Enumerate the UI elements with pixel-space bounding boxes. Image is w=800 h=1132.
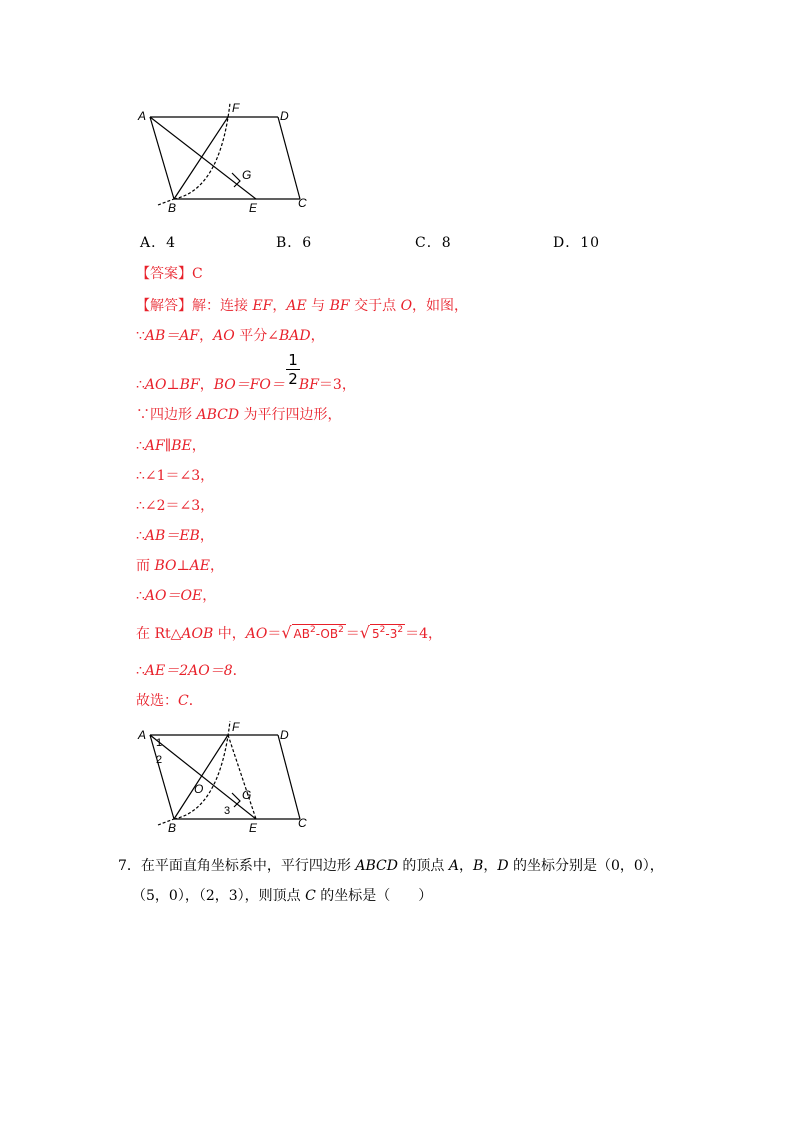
label-D: D <box>280 728 289 742</box>
solution-line-3: ∴AO⊥BF，BO＝FO＝ BF＝3， <box>136 377 356 393</box>
segment-EF-dashed <box>228 735 256 819</box>
segment-BF <box>174 735 231 819</box>
label-A: A <box>138 109 147 123</box>
label-F: F <box>232 101 240 115</box>
solution-line-4: ∵四边形 ABCD 为平行四边形， <box>136 407 342 423</box>
option-b: B．6 <box>276 235 313 251</box>
solution-line-8: ∴AB＝EB， <box>136 528 214 544</box>
label-2: 2 <box>156 754 163 766</box>
label-A: A <box>138 728 147 742</box>
label-B: B <box>168 201 177 215</box>
label-O: O <box>194 782 204 796</box>
label-C: C <box>298 196 307 210</box>
label-3: 3 <box>224 805 231 817</box>
solution-line-2: ∵AB＝AF，AO 平分∠BAD， <box>136 328 325 344</box>
answer-line: 【答案】C <box>136 266 203 282</box>
side-DC <box>278 117 300 199</box>
solution-line-7: ∴∠2＝∠3， <box>136 498 215 514</box>
arc-dashed <box>174 721 230 819</box>
option-c: C．8 <box>415 235 452 251</box>
label-B: B <box>168 821 177 835</box>
segment-BF <box>174 117 228 199</box>
segment-AE <box>150 735 256 819</box>
label-D: D <box>280 109 289 123</box>
solution-line-9: 而 BO⊥AE， <box>136 558 224 574</box>
solution-line-11: 在 Rt△AOB 中，AO＝√ $AB^2-OB^2$ ＝√ $5^2-3^2 =4$， <box>136 623 442 642</box>
arc-G <box>232 173 240 187</box>
side-DC <box>278 735 300 819</box>
question-7-line-2: （5，0），（2，3），则顶点 C 的坐标是（ ） <box>132 888 433 904</box>
solution-line-1: 【解答】解：连接 EF，AE 与 BF 交于点 O，如图， <box>136 298 469 314</box>
fraction-one-half: 1 2 <box>286 352 300 387</box>
radical-ab-ob: √ $AB^2-OB^2$ <box>281 623 344 642</box>
option-a: A．4 <box>140 235 177 251</box>
solution-line-10: ∴AO＝OE， <box>136 588 217 604</box>
question-7-line-1: 7．在平面直角坐标系中，平行四边形 ABCD 的顶点 A，B，D 的坐标分别是（0，0）， <box>118 858 664 874</box>
solution-line-12: ∴AE＝2AO＝8． <box>136 663 247 679</box>
solution-line-5: ∴AF∥BE， <box>136 438 206 454</box>
radical-5-3: √ $5^2-3^2$ <box>359 623 404 642</box>
solution-line-6: ∴∠1＝∠3， <box>136 468 215 484</box>
label-F: F <box>232 720 240 734</box>
option-d: D．10 <box>553 235 601 251</box>
label-G: G <box>242 788 252 802</box>
solution-line-13: 故选：C． <box>136 693 203 709</box>
segment-AE <box>150 117 256 199</box>
label-E: E <box>249 821 258 835</box>
figure-parallelogram-2 <box>130 713 320 835</box>
side-AB <box>150 117 174 199</box>
label-C: C <box>298 816 307 830</box>
label-E: E <box>249 201 258 215</box>
label-G: G <box>242 168 252 182</box>
label-1: 1 <box>156 737 163 749</box>
figure-parallelogram-1 <box>130 95 320 215</box>
